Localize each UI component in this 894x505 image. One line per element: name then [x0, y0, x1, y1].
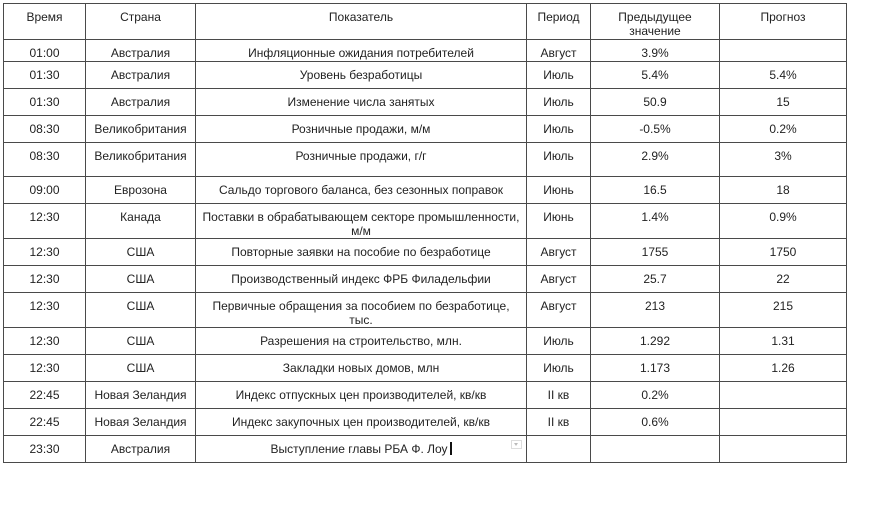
cell-time[interactable]: 22:45 — [4, 382, 86, 409]
cell-previous[interactable]: 1.173 — [591, 355, 720, 382]
cell-country[interactable]: США — [86, 328, 196, 355]
cell-indicator[interactable]: Поставки в обрабатывающем секторе промышленности, м/м — [196, 204, 527, 239]
table-row — [4, 409, 847, 436]
cell-forecast[interactable]: 215 — [720, 293, 847, 328]
header-indicator[interactable]: Показатель — [196, 4, 527, 40]
cell-forecast[interactable]: 1.26 — [720, 355, 847, 382]
cell-country[interactable]: США — [86, 239, 196, 266]
dropdown-arrow-icon[interactable] — [511, 440, 522, 449]
cell-time[interactable]: 12:30 — [4, 204, 86, 239]
cell-indicator-editing[interactable] — [196, 436, 527, 463]
cell-previous[interactable]: 1.4% — [591, 204, 720, 239]
text-cursor — [450, 442, 452, 455]
cell-previous[interactable]: 1755 — [591, 239, 720, 266]
cell-country[interactable]: США — [86, 293, 196, 328]
cell-previous[interactable]: 16.5 — [591, 177, 720, 204]
cell-indicator[interactable]: Разрешения на строительство, млн. — [196, 328, 527, 355]
cell-country[interactable]: Великобритания — [86, 116, 196, 143]
cell-forecast[interactable] — [720, 409, 847, 436]
cell-forecast[interactable] — [720, 382, 847, 409]
cell-country[interactable]: Новая Зеландия — [86, 382, 196, 409]
cell-time[interactable]: 12:30 — [4, 266, 86, 293]
header-forecast[interactable]: Прогноз — [720, 4, 847, 40]
cell-previous[interactable]: 25.7 — [591, 266, 720, 293]
cell-country[interactable]: Австралия — [86, 40, 196, 62]
cell-time[interactable]: 09:00 — [4, 177, 86, 204]
table-row — [4, 177, 847, 204]
cell-period[interactable]: Июль — [527, 116, 591, 143]
cell-time[interactable]: 22:45 — [4, 409, 86, 436]
cell-indicator[interactable]: Уровень безработицы — [196, 62, 527, 89]
cell-country[interactable]: Великобритания — [86, 143, 196, 177]
cell-indicator[interactable]: Сальдо торгового баланса, без сезонных поправок — [196, 177, 527, 204]
table-row — [4, 62, 847, 89]
cell-previous[interactable]: 50.9 — [591, 89, 720, 116]
cell-period[interactable]: Июнь — [527, 204, 591, 239]
cell-indicator[interactable]: Первичные обращения за пособием по безработице, тыс. — [196, 293, 527, 328]
cell-time[interactable]: 01:00 — [4, 40, 86, 62]
header-period[interactable]: Период — [527, 4, 591, 40]
cell-forecast[interactable]: 18 — [720, 177, 847, 204]
table-row — [4, 116, 847, 143]
cell-country[interactable]: Канада — [86, 204, 196, 239]
cell-period[interactable]: Июль — [527, 143, 591, 177]
cell-indicator[interactable]: Индекс отпускных цен производителей, кв/кв — [196, 382, 527, 409]
header-time[interactable]: Время — [4, 4, 86, 40]
table-row — [4, 328, 847, 355]
cell-indicator[interactable]: Закладки новых домов, млн — [196, 355, 527, 382]
cell-time[interactable]: 08:30 — [4, 143, 86, 177]
cell-previous[interactable]: 0.2% — [591, 382, 720, 409]
cell-country[interactable]: США — [86, 266, 196, 293]
cell-forecast[interactable]: 15 — [720, 89, 847, 116]
cell-period[interactable]: Июнь — [527, 177, 591, 204]
cell-country[interactable]: Австралия — [86, 89, 196, 116]
cell-period[interactable]: Июль — [527, 355, 591, 382]
cell-time[interactable]: 12:30 — [4, 328, 86, 355]
cell-forecast[interactable] — [720, 436, 847, 463]
cell-forecast[interactable]: 0.9% — [720, 204, 847, 239]
cell-country[interactable]: Еврозона — [86, 177, 196, 204]
table-row — [4, 143, 847, 177]
table-row — [4, 40, 847, 62]
cell-indicator[interactable]: Розничные продажи, м/м — [196, 116, 527, 143]
cell-period[interactable]: II кв — [527, 409, 591, 436]
header-previous[interactable]: Предыдущее значение — [591, 4, 720, 40]
header-country[interactable]: Страна — [86, 4, 196, 40]
table-row — [4, 239, 847, 266]
table-row — [4, 355, 847, 382]
cell-period[interactable]: Август — [527, 239, 591, 266]
cell-previous[interactable]: -0.5% — [591, 116, 720, 143]
table-row — [4, 204, 847, 239]
cell-forecast[interactable] — [720, 40, 847, 62]
cell-time[interactable]: 01:30 — [4, 89, 86, 116]
cell-indicator[interactable]: Индекс закупочных цен производителей, кв/кв — [196, 409, 527, 436]
cell-time[interactable]: 08:30 — [4, 116, 86, 143]
cell-period[interactable]: Июль — [527, 89, 591, 116]
cell-time[interactable]: 12:30 — [4, 355, 86, 382]
cell-previous[interactable]: 3.9% — [591, 40, 720, 62]
cell-period[interactable]: Август — [527, 266, 591, 293]
cell-forecast[interactable]: 22 — [720, 266, 847, 293]
table-row — [4, 266, 847, 293]
cell-forecast[interactable]: 1.31 — [720, 328, 847, 355]
cell-indicator[interactable]: Инфляционные ожидания потребителей — [196, 40, 527, 62]
cell-country[interactable]: Австралия — [86, 62, 196, 89]
table-row — [4, 89, 847, 116]
table-row — [4, 293, 847, 328]
cell-forecast[interactable]: 5.4% — [720, 62, 847, 89]
cell-indicator[interactable]: Повторные заявки на пособие по безработице — [196, 239, 527, 266]
header-row — [4, 4, 847, 40]
cell-indicator[interactable]: Производственный индекс ФРБ Филадельфии — [196, 266, 527, 293]
cell-period[interactable]: Август — [527, 293, 591, 328]
cell-forecast[interactable]: 1750 — [720, 239, 847, 266]
cell-time[interactable]: 23:30 — [4, 436, 86, 463]
cell-indicator[interactable]: Розничные продажи, г/г — [196, 143, 527, 177]
cell-previous[interactable]: 1.292 — [591, 328, 720, 355]
cell-period[interactable]: II кв — [527, 382, 591, 409]
cell-previous[interactable]: 2.9% — [591, 143, 720, 177]
cell-country[interactable]: Новая Зеландия — [86, 409, 196, 436]
cell-previous[interactable] — [591, 436, 720, 463]
table-row — [4, 436, 847, 463]
cell-indicator-text: Выступление главы РБА Ф. Лоу — [270, 442, 448, 456]
cell-indicator[interactable]: Изменение числа занятых — [196, 89, 527, 116]
cell-time[interactable]: 01:30 — [4, 62, 86, 89]
cell-forecast[interactable]: 0.2% — [720, 116, 847, 143]
table-row — [4, 382, 847, 409]
cell-country[interactable]: США — [86, 355, 196, 382]
cell-previous[interactable]: 0.6% — [591, 409, 720, 436]
economic-calendar-table — [3, 3, 847, 463]
cell-country[interactable]: Австралия — [86, 436, 196, 463]
cell-forecast[interactable]: 3% — [720, 143, 847, 177]
cell-time[interactable]: 12:30 — [4, 293, 86, 328]
cell-period[interactable]: Август — [527, 40, 591, 62]
cell-previous[interactable]: 213 — [591, 293, 720, 328]
cell-time[interactable]: 12:30 — [4, 239, 86, 266]
cell-previous[interactable]: 5.4% — [591, 62, 720, 89]
cell-period[interactable]: Июль — [527, 62, 591, 89]
cell-period[interactable] — [527, 436, 591, 463]
cell-period[interactable]: Июль — [527, 328, 591, 355]
